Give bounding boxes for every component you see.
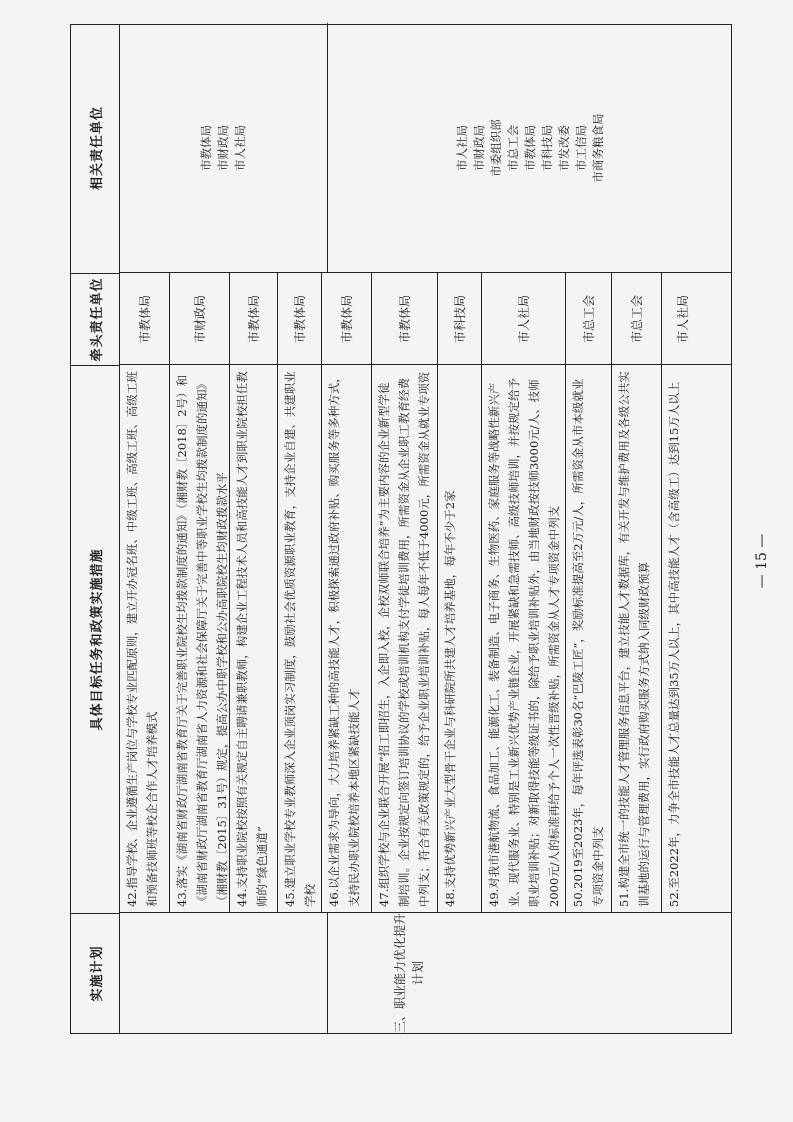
task-cell: 50.2019至2023年，每年评选表彰30名“巴陵工匠”，奖励标准提高至2万元/人，所需资金从市本级就业专项资金中列支 [571, 378, 605, 907]
lead-unit-cell: 市人社局 [516, 295, 531, 344]
task-cell: 49.对我市港航物流、食品加工、能源化工、装备制造、电子商务、生物医药、家庭服务等战略性新兴产业、现代服务业、特别是工业新兴优势产业链企业，开展紧缺和急需技师、高级技师培训，并按规定给予职业培训补贴；对新取得技能等级证书的，除给予职业培训补贴外，由当地财政按技师3000元/人、技师2000元/人的标准再给予个人一次性晋级补贴，所需资金从人才专项资金中列支 [487, 378, 561, 907]
lead-unit-cell: 市教体局 [246, 295, 261, 344]
task-cell: 47.组织学校与企业联合开展“招工即招生，入企即入校，企校双师联合培养”为主要内容的企业新型学徒制培训。企业按规定向签订培训协议的学校或培训机构支付学徒培训费用，所需资金从企业职工教育经费中列支；符合有关政策规定的，给予企业职业培训补贴，每人每年不低于4000元，所需资金从就业专项资 [377, 371, 431, 907]
task-cell: 43.落实《湖南省财政厅湖南省教育厅关于完善职业院校生均拨款制度的通知》（湘财教〔2018〕2号）和《湖南省财政厅湖南省教育厅湖南省人力资源和社会保障厅关于完善中等职业学校生均拨款制度的通知》（湘财教〔2015〕31号）规定，提高公办中职学校和公办高职院校生均财政拨款水平 [175, 374, 229, 907]
plan-divider [327, 913, 328, 1033]
task-cell: 42.指导学校、企业遵循生产岗位与学校专业匹配原则，建立开办冠名班、中级工班、高级工班、高级工班和预备技师班等校企合作人才培养模式 [125, 371, 159, 907]
policy-table [70, 24, 732, 1034]
lead-unit-cell: 市教体局 [339, 295, 354, 344]
task-cell: 51.构建全市统一的技能人才管理服务信息平台，建立技能人才数据库，有关开发与维护费用及各级公共实训基地的运行与管理费用，实行政府购买服务方式纳入同级财政预算 [617, 371, 651, 907]
related-unit: 市教体局 [522, 125, 537, 171]
related-unit: 市科技局 [539, 125, 554, 171]
header-task: 具体目标任务和政策实施措施 [71, 365, 119, 913]
task-cell: 48.支持优势新兴产业大型骨干企业与科研院所共建人才培养基地，每年不少于2家 [443, 490, 457, 907]
related-unit: 市商务粮食局 [590, 113, 605, 183]
related-unit: 市财政局 [215, 125, 230, 171]
task-cell: 44.支持职业院校按照有关规定自主聘请兼职教师，构建企业工程技术人员和高技能人才到职业院校担任教师的“绿色通道” [235, 371, 269, 907]
task-cell: 46.以企业需求为导向，大力培养紧缺工种的高技能人才，积极探索通过政府补贴、购买服务等多种方式，支持民办职业院校培养本地区紧缺技能人才 [327, 371, 361, 907]
lead-unit-cell: 市财政局 [192, 295, 207, 344]
lead-unit-cell: 市人社局 [676, 295, 690, 344]
lead-unit-cell: 市教体局 [397, 295, 412, 344]
related-unit: 市委组织部 [488, 119, 503, 177]
related-unit: 市人社局 [232, 125, 247, 171]
related-unit: 市发改委 [556, 125, 571, 171]
related-unit: 市财政局 [471, 125, 486, 171]
header-lead: 牵头责任单位 [71, 273, 119, 365]
related-unit: 市工信局 [573, 125, 588, 171]
lead-unit-cell: 市总工会 [629, 295, 644, 344]
lead-unit-cell: 市教体局 [137, 295, 152, 344]
table-header [71, 25, 120, 1033]
lead-unit-cell: 市科技局 [452, 295, 467, 344]
task-cell: 45.建立职业学校专业教师深入企业顶岗实习制度，鼓励社会优质资源职业教育，支持企业自建、共建职业学校 [283, 371, 317, 907]
related-unit: 市总工会 [505, 125, 520, 171]
related-group-2 [327, 23, 733, 273]
related-group-1 [119, 23, 327, 273]
lead-unit-cell: 市教体局 [292, 295, 307, 344]
header-related: 相关责任单位 [89, 106, 105, 191]
task-cell: 52.至2022年，力争全市技能人才总量达到35万人以上，其中高技能人才（含高级工）达到15万人以上 [667, 381, 681, 907]
header-plan: 实施计划 [71, 913, 119, 1033]
lead-unit-cell: 市总工会 [581, 295, 596, 344]
plan-group-label: 三、职业能力优化提升计划 [393, 912, 425, 1033]
page-number: — 15 — [754, 533, 770, 589]
related-unit: 市教体局 [198, 125, 213, 171]
related-unit: 市人社局 [454, 125, 469, 171]
